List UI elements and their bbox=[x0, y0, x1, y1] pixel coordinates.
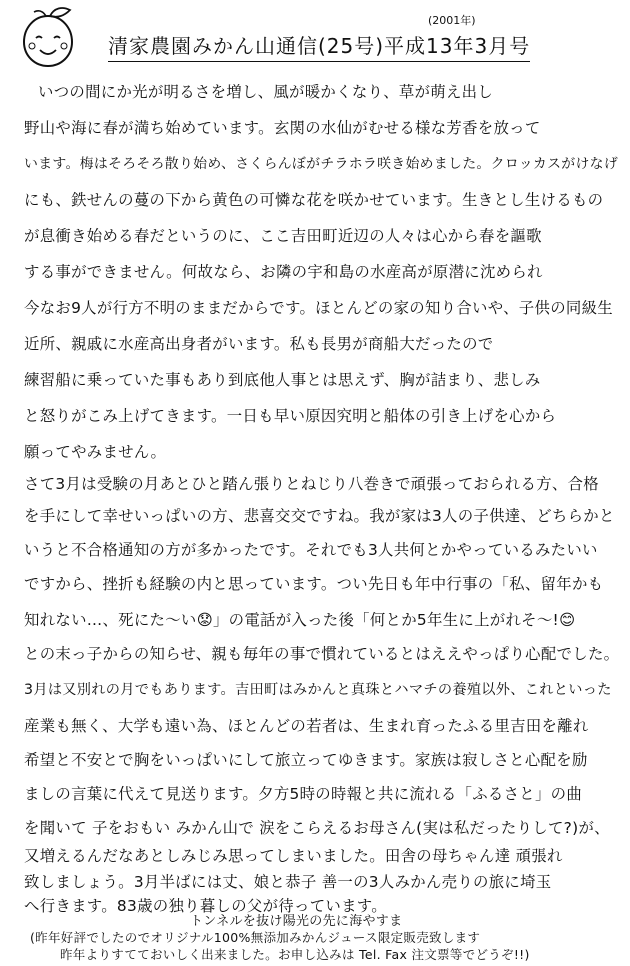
body-line: を手にして幸せいっぱいの方、悲喜交交ですね。我が家は3人の子供達、どちらかと bbox=[24, 507, 615, 525]
body-line: と怒りがこみ上げてきます。一日も早い原因究明と船体の引き上げを心から bbox=[24, 407, 557, 425]
body-line: へ行きます。83歳の独り暮しの父が待っています。 bbox=[24, 897, 387, 915]
year-note: (2001年) bbox=[428, 14, 476, 27]
body-line: ましの言葉に代えて見送ります。夕方5時の時報と共に流れる「ふるさと」の曲 bbox=[24, 785, 583, 803]
body-line: いうと不合格通知の方が多かったです。それでも3人共何とかやっているみたいい bbox=[24, 541, 598, 559]
body-line: 練習船に乗っていた事もあり到底他人事とは思えず、胸が詰まり、悲しみ bbox=[24, 371, 541, 389]
body-line: います。梅はそろそろ散り始め、さくらんぼがチラホラ咲き始めました。クロッカスがけなげ bbox=[24, 156, 619, 172]
body-line: いつの間にか光が明るさを増し、風が暖かくなり、草が萌え出し bbox=[38, 83, 494, 101]
body-line: 致しましょう。3月半ばには丈、娘と恭子 善一の3人みかん売りの旅に埼玉 bbox=[24, 873, 552, 891]
body-line: 産業も無く、大学も遠い為、ほとんどの若者は、生まれ育ったふる里吉田を離れ bbox=[24, 717, 589, 735]
body-line: 今なお9人が行方不明のままだからです。ほとんどの家の知り合いや、子供の同級生 bbox=[24, 299, 613, 317]
body-line: 願ってやみません。 bbox=[24, 443, 167, 461]
body-line: が息衝き始める春だというのに、ここ吉田町近辺の人々は心から春を謳歌 bbox=[24, 227, 542, 245]
body-line: との末っ子からの知らせ、親も毎年の事で慣れているとはええやっぱり心配でした。 bbox=[24, 645, 620, 663]
body-line: さて3月は受験の月あとひと踏ん張りとねじり八巻きで頑張っておられる方、合格 bbox=[24, 475, 599, 493]
page-title: 清家農園みかん山通信(25号)平成13年3月号 bbox=[108, 30, 530, 62]
notice-line: 昨年よりすてておいしく出来ました。お申し込みは Tel. Fax 注文票等でどうぞ!!) bbox=[60, 947, 530, 962]
body-line: 又増えるんだなあとしみじみ思ってしまいました。田舎の母ちゃん達 頑張れ bbox=[24, 847, 563, 865]
body-line: 希望と不安とで胸をいっぱいにして旅立ってゆきます。家族は寂しさと心配を励 bbox=[24, 751, 588, 769]
body-line: する事ができません。何故なら、お隣の宇和島の水産高が原潜に沈められ bbox=[24, 263, 543, 281]
body-line: 3月は又別れの月でもあります。吉田町はみかんと真珠とハマチの養殖以外、これといった bbox=[24, 682, 612, 698]
closing-line: トンネルを抜け陽光の先に海やすま bbox=[190, 914, 403, 929]
body-line: ですから、挫折も経験の内と思っています。つい先日も年中行事の「私、留年かも bbox=[24, 575, 604, 593]
body-line: を聞いて 子をおもい みかん山で 涙をこらえるお母さん(実は私だったりして?)が、 bbox=[24, 819, 610, 837]
body-line: 野山や海に春が満ち始めています。玄関の水仙がむせる様な芳香を放って bbox=[24, 119, 541, 137]
body-line: 近所、親戚に水産高出身者がいます。私も長男が商船大だったので bbox=[24, 335, 494, 353]
notice-line: (昨年好評でしたのでオリジナル100%無添加みかんジュース限定販売致します bbox=[30, 930, 481, 945]
body-line: にも、鉄せんの蔓の下から黄色の可憐な花を咲かせています。生きとし生けるもの bbox=[24, 191, 604, 209]
body-line: 知れない…、死にた～い😟」の電話が入った後「何とか5年生に上がれそ～!😊 bbox=[24, 611, 576, 629]
